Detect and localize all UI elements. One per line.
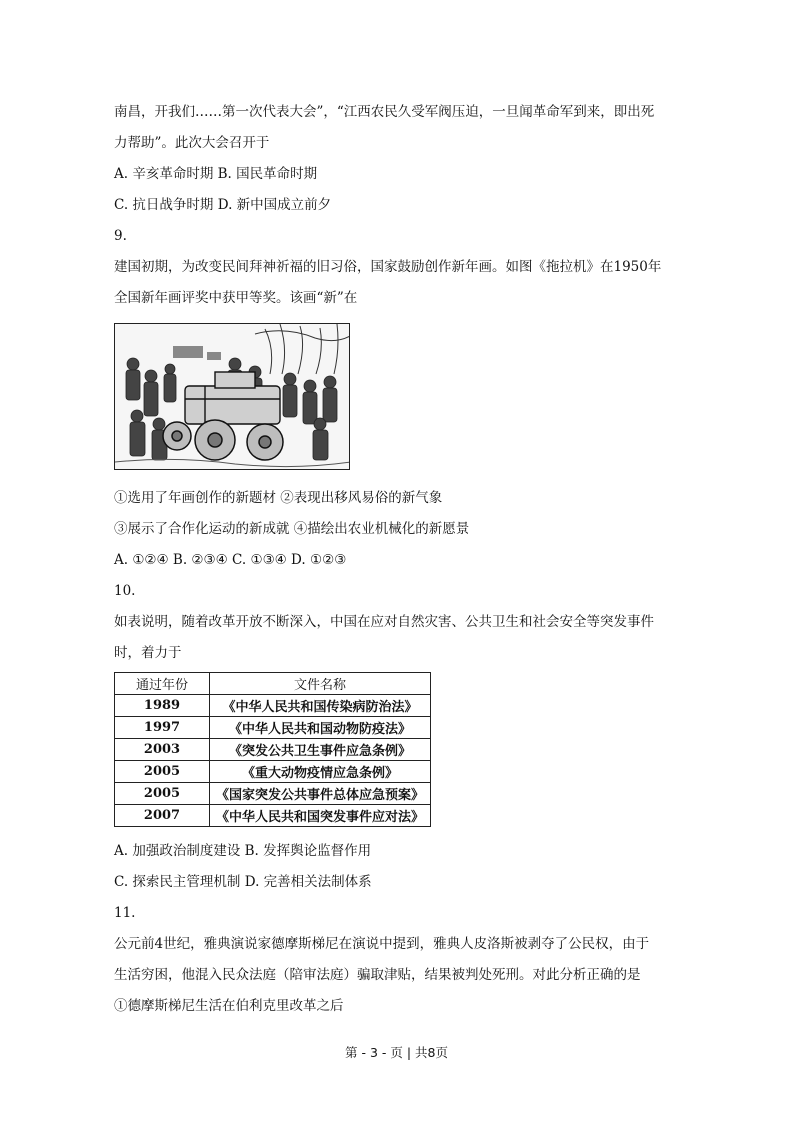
tractor-painting-image [114,323,350,470]
q10-stem-line-1: 如表说明，随着改革开放不断深入，中国在应对自然灾害、公共卫生和社会安全等突发事件 [114,614,654,630]
q8-stem-line-1: 南昌，开我们……第一次代表大会”，“江西农民久受军阀压迫，一旦闻革命军到来，即出死 [114,104,655,120]
q9-number: 9. [114,228,127,244]
law-documents-table [114,672,431,827]
q8-stem-line-2: 力帮助”。此次大会召开于 [114,135,270,151]
cell-year: 1997 [115,717,210,739]
cell-year: 1989 [115,695,210,717]
page-footer: 第 - 3 - 页 | 共8页 [345,1045,448,1060]
q10-options-ab: A. 加强政治制度建设 B. 发挥舆论监督作用 [114,843,372,859]
table-row [115,739,431,761]
header-year: 通过年份 [115,673,210,695]
cell-year: 2005 [115,761,210,783]
q9-options: A. ①②④ B. ②③④ C. ①③④ D. ①②③ [114,552,347,568]
q9-statements-1-2: ①选用了年画创作的新题材 ②表现出移风易俗的新气象 [114,490,443,506]
cell-document-name: 《中华人民共和国突发事件应对法》 [210,805,431,827]
q10-number: 10. [114,583,136,599]
table-row [115,805,431,827]
header-document-name: 文件名称 [210,673,431,695]
q11-stem-line-1: 公元前4世纪，雅典演说家德摩斯梯尼在演说中提到，雅典人皮洛斯被剥夺了公民权，由于 [114,936,650,952]
table-row [115,761,431,783]
tractor-sketch [115,324,350,470]
cell-document-name: 《突发公共卫生事件应急条例》 [210,739,431,761]
table-row [115,783,431,805]
q8-options-ab: A. 辛亥革命时期 B. 国民革命时期 [114,166,318,182]
q10-stem-line-2: 时，着力于 [114,645,182,661]
cell-year: 2005 [115,783,210,805]
q9-statements-3-4: ③展示了合作化运动的新成就 ④描绘出农业机械化的新愿景 [114,521,470,537]
table-row [115,717,431,739]
cell-year: 2003 [115,739,210,761]
q11-statement-1: ①德摩斯梯尼生活在伯利克里改革之后 [114,998,344,1014]
table-header-row [115,673,431,695]
cell-document-name: 《重大动物疫情应急条例》 [210,761,431,783]
q11-stem-line-2: 生活穷困，他混入民众法庭（陪审法庭）骗取津贴，结果被判处死刑。对此分析正确的是 [114,967,641,983]
cell-year: 2007 [115,805,210,827]
cell-document-name: 《国家突发公共事件总体应急预案》 [210,783,431,805]
q9-stem-line-1: 建国初期，为改变民间拜神祈福的旧习俗，国家鼓励创作新年画。如图《拖拉机》在1950年 [114,259,662,275]
q9-stem-line-2: 全国新年画评奖中获甲等奖。该画“新”在 [114,290,358,306]
cell-document-name: 《中华人民共和国传染病防治法》 [210,695,431,717]
table-row [115,695,431,717]
q11-number: 11. [114,905,136,921]
q8-options-cd: C. 抗日战争时期 D. 新中国成立前夕 [114,197,332,213]
q10-options-cd: C. 探索民主管理机制 D. 完善相关法制体系 [114,874,372,890]
cell-document-name: 《中华人民共和国动物防疫法》 [210,717,431,739]
